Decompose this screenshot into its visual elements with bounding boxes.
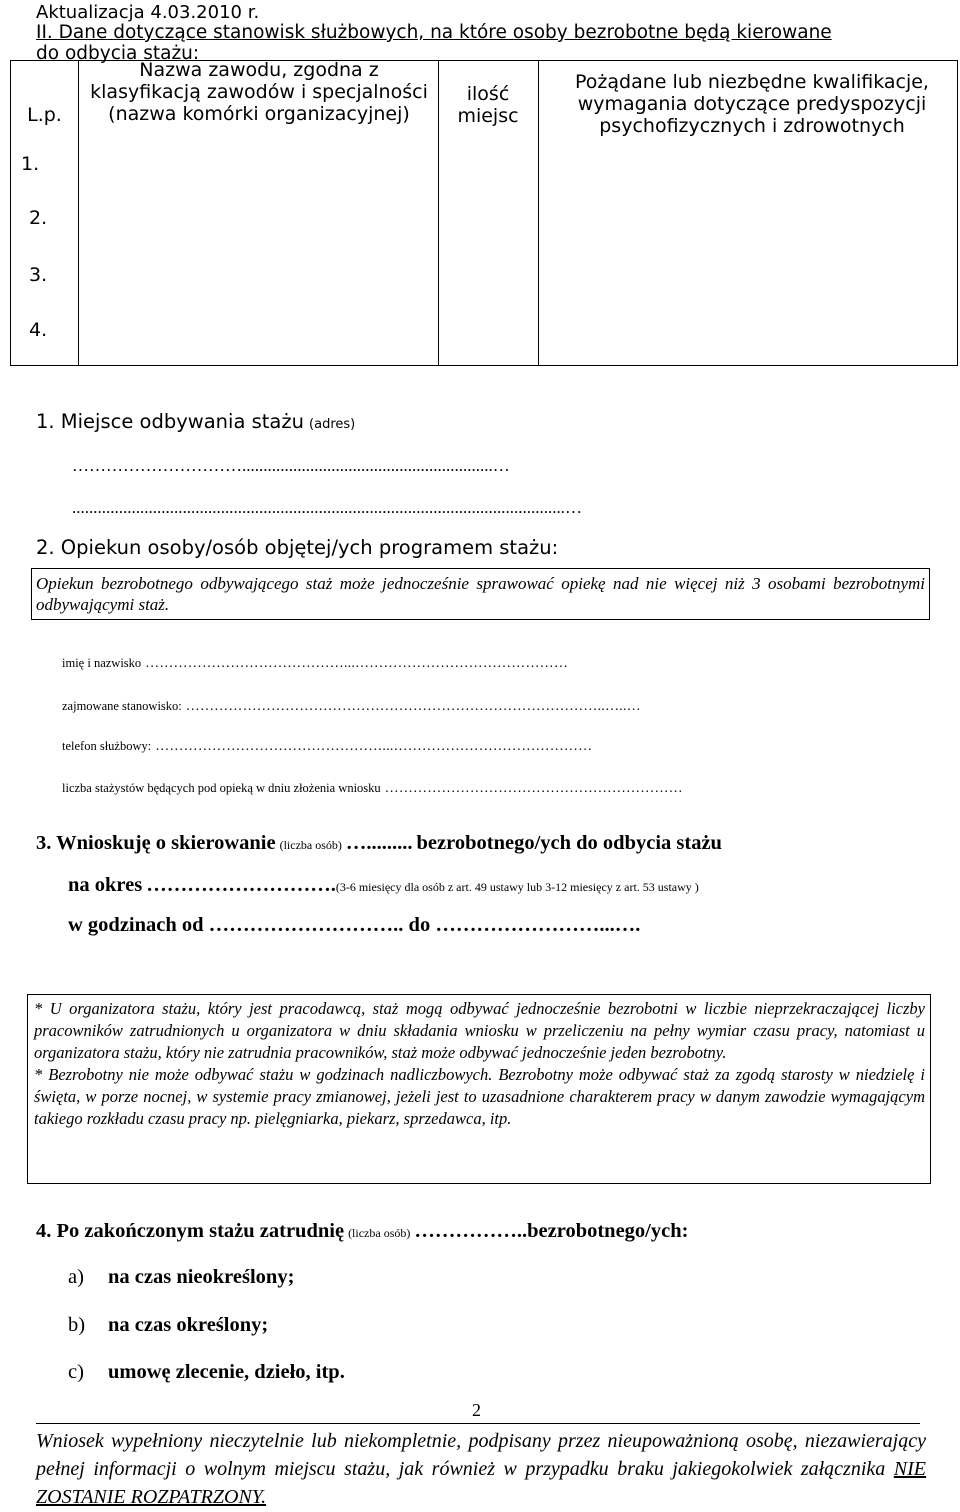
table-divider — [538, 61, 539, 365]
field-label: imię i nazwisko — [62, 656, 142, 670]
table-divider — [438, 61, 439, 365]
option-letter: c) — [68, 1361, 84, 1383]
place-address-line-1[interactable]: …………………………...........................................................… — [72, 456, 510, 475]
place-suffix: (adres) — [309, 417, 356, 432]
col-header-count: ilość miejsc — [457, 83, 519, 127]
field-label: telefon służbowy: — [62, 739, 152, 753]
request-label-end: bezrobotnego/ych do odbycia stażu — [416, 832, 722, 854]
request-line-2 — [68, 874, 699, 897]
hire-count-hint: (liczba osób) — [348, 1226, 411, 1240]
mentor-field-interns-count[interactable] — [62, 779, 683, 797]
note-paragraph-1: * U organizatora stażu, który jest pracodawcą, staż mogą odbywać jednocześnie bezrobotni w liczbie nieprzekraczającej liczby pracowników zatrudnionych u organizatora w dniu składania wniosku w przeliczeniu na pełny wymiar czasu pracy, natomiast u organizatora stażu, który nie zatrudnia pracowników, staż może odbywać jednocześnie jeden bezrobotny. — [34, 999, 925, 1062]
col-header-qualifications: Pożądane lub niezbędne kwalifikacje, wymagania dotyczące predyspozycji psychofizycznych i zdrowotnych — [575, 71, 929, 137]
positions-table — [10, 60, 958, 366]
footer-warning — [36, 1427, 926, 1511]
section-title: II. Dane dotyczące stanowisk służbowych, na które osoby bezrobotne będą kierowane do odbycia stażu: — [36, 22, 832, 64]
footer-emphasis: NIE ZOSTANIE ROZPATRZONY. — [36, 1458, 927, 1508]
staz-rules-note — [27, 994, 931, 1184]
place-address-line-2[interactable]: ....................................................................................................................… — [72, 498, 582, 517]
request-count-input[interactable]: …......... — [345, 832, 413, 854]
request-count-hint: (liczba osób) — [279, 838, 342, 852]
place-label: 1. Miejsce odbywania stażu — [36, 410, 304, 433]
col-header-name: Nazwa zawodu, zgodna z klasyfikacją zawodów i specjalności (nazwa komórki organizacyjnej) — [90, 59, 428, 125]
hire-option-a[interactable] — [68, 1266, 294, 1289]
col-header-lp: L.p. — [27, 104, 62, 126]
hire-count-input[interactable]: ……………..bezrobotnego/ych: — [414, 1220, 689, 1242]
row-number: 4. — [29, 319, 48, 341]
request-label: 3. Wnioskuję o skierowanie — [36, 832, 276, 854]
period-label: na okres — [68, 874, 143, 896]
hire-option-c[interactable] — [68, 1361, 345, 1384]
option-letter: a) — [68, 1266, 84, 1288]
option-text: umowę zlecenie, dzieło, itp. — [108, 1361, 345, 1383]
request-line-1 — [36, 832, 722, 855]
row-number: 2. — [29, 207, 48, 229]
field-dots: ……………………………………………………… — [384, 781, 683, 796]
field-label: liczba stażystów będących pod opieką w dniu złożenia wniosku — [62, 781, 381, 795]
field-dots: ……………………………………………………………………………..…..… — [185, 699, 641, 714]
hours-line[interactable]: w godzinach od ……………………….. do ……………………...…. — [68, 914, 641, 936]
page-number: 2 — [472, 1400, 481, 1420]
mentor-field-phone[interactable] — [62, 737, 592, 755]
mentor-note: Opiekun bezrobotnego odbywającego staż może jednocześnie sprawować opiekę nad nie więcej niż 3 osobami bezrobotnymi odbywającymi staż. — [31, 568, 930, 620]
mentor-field-name[interactable] — [62, 654, 568, 672]
note-paragraph-2: * Bezrobotny nie może odbywać stażu w godzinach nadliczbowych. Bezrobotny może odbywać staż za zgodą starosty w niedzielę i święta, w porze nocnej, w systemie pracy zmianowej, jeżeli jest to uzasadnione charakterem pracy w danym zawodzie wymagającym takiego rozkładu czasu pracy np. pielęgniarka, piekarz, sprzedawca, itp. — [34, 1065, 925, 1128]
period-hint: (3-6 miesięcy dla osób z art. 49 ustawy lub 3-12 miesięcy z art. 53 ustawy ) — [335, 880, 699, 894]
hire-line — [36, 1220, 688, 1243]
hire-label: 4. Po zakończonym stażu zatrudnię — [36, 1220, 345, 1242]
place-heading — [36, 410, 355, 433]
row-number: 3. — [29, 264, 48, 286]
table-divider — [78, 61, 79, 365]
mentor-field-position[interactable] — [62, 697, 641, 715]
field-dots: ……………………………………...……………………………………… — [145, 656, 569, 671]
field-label: zajmowane stanowisko: — [62, 699, 182, 713]
option-text: na czas określony; — [108, 1314, 269, 1336]
footer-rule — [36, 1423, 920, 1424]
mentor-heading: 2. Opiekun osoby/osób objętej/ych programem stażu: — [36, 536, 559, 559]
update-date: Aktualizacja 4.03.2010 r. — [36, 2, 260, 23]
footer-warning-text: Wniosek wypełniony nieczytelnie lub niekompletnie, podpisany przez nieupoważnioną osobę, niezawierający pełnej informacji o wolnym miejscu stażu, jak również w przypadku braku jakiegokolwiek załącznika — [36, 1430, 926, 1480]
field-dots: …………………………………………...…………………………………… — [155, 739, 593, 754]
option-letter: b) — [68, 1314, 86, 1336]
period-input[interactable]: ………………………. — [146, 874, 336, 896]
row-number: 1. — [21, 153, 40, 175]
option-text: na czas nieokreślony; — [108, 1266, 295, 1288]
hire-option-b[interactable] — [68, 1314, 268, 1337]
